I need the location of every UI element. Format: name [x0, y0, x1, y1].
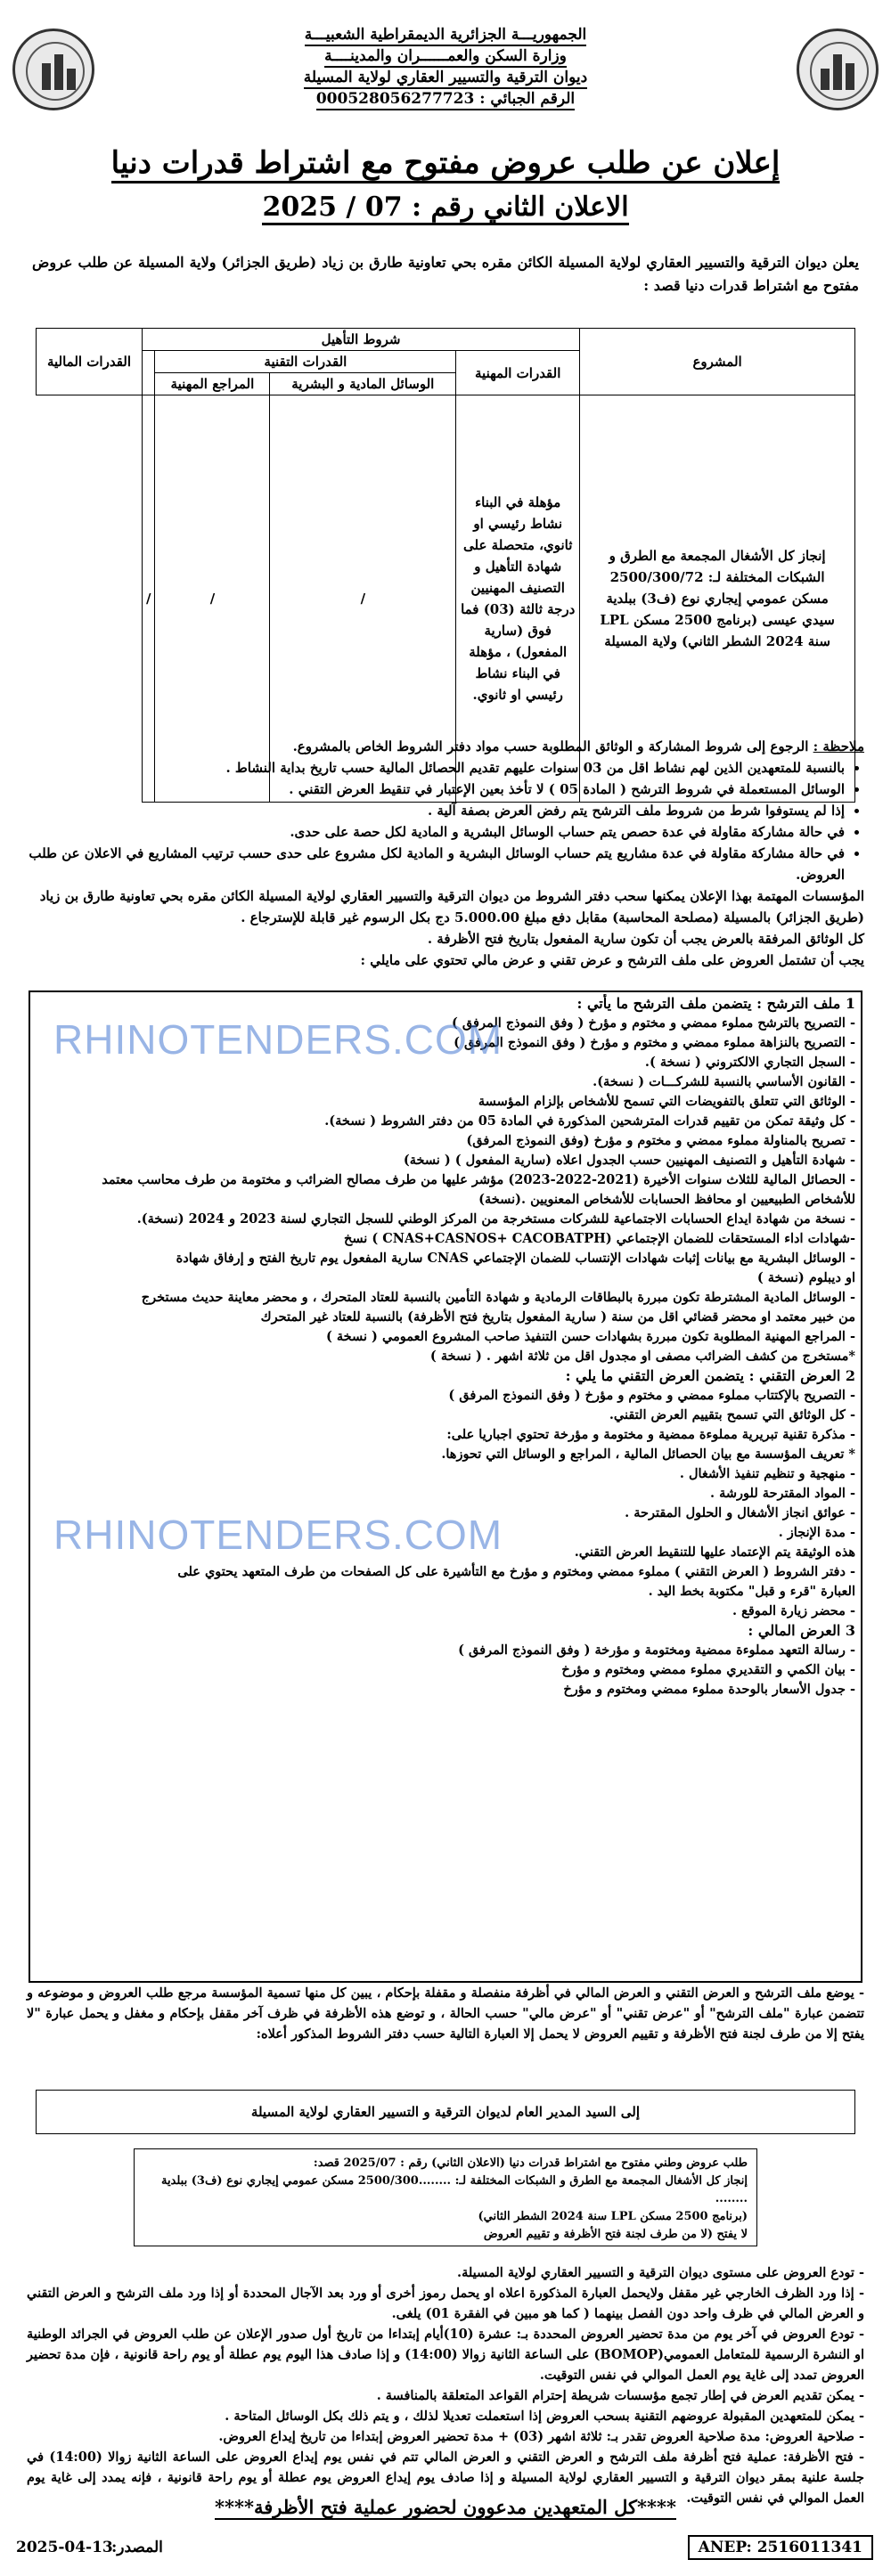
doc-line: - الحصائل المالية للثلاث سنوات الأخيرة (2021-2022-2023) مؤشر عليها من طرف مصالح الضرائب و مختومة من طرف محاسب معتمد: [102, 1172, 855, 1187]
doc-line: - المواد المقترحة للورشة .: [710, 1486, 855, 1501]
fiscal-label: الرقم الجبائي :: [479, 90, 576, 108]
doc-line: - منهجية و تنظيم تنفيذ الأشغال .: [679, 1466, 855, 1481]
doc-line: * تعريف المؤسسة مع بيان الحصائل المالية ، المراجع و الوسائل التي تحوزها.: [441, 1447, 855, 1462]
note-bullet: • في حالة مشاركة مقاولة في عدة حصص يتم حساب الوسائل البشرية و المادية لكل حصة على حدى.: [27, 821, 845, 843]
doc-line: - محضر زيارة الموقع .: [732, 1603, 855, 1618]
term-paragraph: - يمكن تقديم العرض في إطار تجمع مؤسسات شريطة إحترام القواعد المتعلقة بالمنافسة .: [376, 2388, 864, 2403]
cell-means: /: [270, 395, 456, 803]
watermark: RHINOTENDERS.COM: [53, 1512, 503, 1558]
opgi-logo-left: [12, 29, 94, 110]
header-block: [196, 25, 695, 110]
doc-line: او ديبلوم (نسخة ): [756, 1270, 855, 1285]
envelope-instructions: - يوضع ملف الترشح و العرض التقني و العرض المالي في أظرفة منفصلة و مقفلة بإحكام ، يبين كل منها تسمية المؤسسة مرجع طلب العروض و موضوعه و تتضمن عبارة "ملف الترشح" أو "عرض تقني" أو "عرض مالي" حسب الحالة ، و توضع هذه الأظرفة في ظرف آخر مقفل بإحكام و مغفل و يحمل عبارة "لا يفتح إلا من طرف لجنة فتح الأظرفة و تقييم العروض لا يحمل إلا العبارة التالية حسب دفتر الشروط المذكور أعلاه:: [27, 1985, 864, 2042]
doc-line: - بيان الكمي و التقديري مملوء ممضي ومختوم و مؤرخ: [561, 1662, 855, 1677]
notes-block: [27, 736, 864, 971]
qualification-table: [36, 328, 855, 803]
doc-line: - جدول الأسعار بالوحدة مملوء ممضي ومختوم و مؤرخ: [563, 1682, 855, 1697]
note-bullet: • بالنسبة للمتعهدين الذين لهم نشاط اقل من 03 سنوات عليهم تقديم الحصائل المالية حسب تاريخ بداية النشاط .: [27, 757, 845, 779]
note-bullet: • الوسائل المستعملة في شروط الترشح ( المادة 05 ) لا تأخذ بعين الإعتبار في تنقيط العرض التقني .: [27, 779, 845, 800]
header-project: المشروع: [580, 329, 855, 395]
doc-line: - كل وثيقة تمكن من تقييم قدرات المترشحين المذكورة في المادة 05 من دفتر الشروط ( نسخة).: [324, 1113, 855, 1129]
submission-terms: [27, 2262, 864, 2508]
note-lead-text: الرجوع إلى شروط المشاركة و الوثائق المطلوبة حسب مواد دفتر الشروط الخاص بالمشروع.: [292, 738, 809, 754]
doc-line: - التصريح بالترشح مملوء ممضي و مختوم و مؤرخ ( وفق النموذج المرفق ): [452, 1015, 855, 1031]
term-paragraph: - تودع العروض في آخر يوم من مدة تحضير العروض المحددة بـ: عشرة (10)أيام إبتداءا من تاريخ أول صدور الإعلان عن طلب العروض في الجرائد الوطنية او النشرة الرسمية للمتعامل العمومي(BOMOP) على الساعة الثانية زوالا (14:00) و إذا صادف هذا اليوم يوم عطلة أو يوم راحة قانونية ، فإن مدة تحضير العروض تمدد إلى غاية يوم العمل الموالي في نفس التوقيت.: [27, 2327, 865, 2383]
note-lead: ملاحظة :: [813, 738, 864, 754]
doc-line: - تصريح بالمناولة مملوء ممضي و مختوم و مؤرخ (وفق النموذج المرفق): [466, 1133, 855, 1148]
footer-source: المصدر:: [111, 2539, 163, 2556]
republic-name: الجمهوريـــة الجزائرية الديمقراطية الشعبيـــة: [305, 25, 586, 46]
footer-date: 2025-04-13: [16, 2539, 113, 2556]
watermark: RHINOTENDERS.COM: [53, 1016, 503, 1063]
announcement-title: إعلان عن طلب عروض مفتوح مع اشتراط قدرات دنيا: [111, 145, 781, 183]
address-box: إلى السيد المدير العام لديوان الترقية و التسيير العقاري لولاية المسيلة: [36, 2090, 855, 2134]
envelope-line: (برنامج 2500 مسكن LPL سنة 2024 الشطر الثاني): [478, 2210, 748, 2223]
note-paragraph: يجب أن تشتمل العروض على ملف الترشح و عرض تقني و عرض مالي تحتوي على مايلي :: [360, 952, 864, 968]
doc-line: - مذكرة تقنية تبريرية مملوءة ممضية و مختومة و مؤرخة تحتوي اجباريا على:: [446, 1427, 855, 1442]
doc-line: هذه الوثيقة يتم الإعتماد عليها للتنقيط العرض التقني.: [574, 1545, 855, 1560]
doc-line: - الوسائل المادية المشترطة تكون مبررة بالبطاقات الرمادية و شهادة التأمين بالنسبة للعتاد المتحرك ، و محضر معاينة حديث مستخرج: [141, 1290, 855, 1305]
opgi-logo-right: [797, 29, 879, 110]
fiscal-number: 000528056277723: [315, 90, 475, 108]
doc-line: - القانون الأساسي بالنسبة للشركـــات ( نسخة).: [593, 1074, 855, 1089]
ministry-name: وزارة السكن والعمــــــران والمدينــــة: [324, 46, 567, 68]
doc-line: - الوسائل البشرية مع بيانات إثبات شهادات الإنتساب للضمان الإجتماعي CNAS سارية المفعول يوم تاريخ الفتح و إرفاق شهادة: [176, 1251, 855, 1266]
header-references: المراجع المهنية: [155, 373, 270, 395]
doc-line: من خبير معتمد او محضر قضائي اقل من سنة ( سارية المفعول بتاريخ فتح الأظرفة) بالنسبة للعتاد غير المتحرك: [260, 1309, 855, 1325]
doc-line: - رسالة التعهد مملوءة ممضية ومختومة و مؤرخة ( وفق النموذج المرفق ): [458, 1643, 855, 1658]
footer-anep: ANEP: 2516011341: [688, 2535, 873, 2560]
section-heading: 2 العرض التقني : يتضمن العرض التقني ما يلي :: [565, 1367, 855, 1384]
header-means: الوسائل المادية و البشرية: [270, 373, 456, 395]
term-paragraph: - يمكن للمتعهدين المقبولة عروضهم التقنية بسحب العروض إذا استعملت تعديلا لذلك ، و يتم ذلك بكل الوسائل المتاحة .: [225, 2409, 864, 2424]
doc-line: - كل الوثائق التي تسمح بتقييم العرض التقني.: [609, 1407, 855, 1423]
doc-line: - عوائق انجاز الأشغال و الحلول المقترحة .: [625, 1505, 855, 1520]
note-paragraph: المؤسسات المهتمة بهذا الإعلان يمكنها سحب دفتر الشروط من ديوان الترقية والتسيير العقاري لولاية المسيلة الكائن مقره بحي تعاونية طارق بن زياد (طريق الجزائر) بالمسيلة (مصلحة المحاسبة) مقابل دفع مبلغ 5.000.00 دج بكل الرسوم غير قابلة للإسترجاع .: [39, 888, 864, 925]
cell-project: إنجاز كل الأشغال المجمعة مع الطرق و الشبكات المختلفة لـ: 2500/300/72 مسكن عمومي إيجاري نوع (ف3) ببلدية سيدي عيسى (برنامج 2500 مسكن LPL سنة 2024 الشطر الثاني) ولاية المسيلة: [580, 395, 855, 803]
doc-line: - التصريح بالنزاهة مملوء ممضي و مختوم و مؤرخ ( وفق النموذج المرفق ): [454, 1035, 855, 1050]
term-paragraph: - تودع العروض على مستوى ديوان الترقية و التسيير العقاري لولاية المسيلة.: [457, 2265, 864, 2280]
doc-line: - شهادة التأهيل و التصنيف المهنيين حسب الجدول اعلاه (سارية المفعول ) ( نسخة): [403, 1153, 855, 1168]
header-financial: القدرات المالية: [37, 329, 143, 395]
doc-line: - نسخة من شهادة ايداع الحسابات الاجتماعية للشركات مستخرجة من المركز الوطني للسجل التجاري لسنة 2023 و 2024 (نسخة).: [136, 1211, 855, 1227]
office-name: ديوان الترقية والتسيير العقاري لولاية المسيلة: [304, 68, 587, 89]
doc-line: -شهادات اداء المستحقات للضمان الإجتماعي (CNAS+CASNOS+ CACOBATPH ) نسخ: [343, 1231, 855, 1246]
note-paragraph: كل الوثائق المرفقة بالعرض يجب أن تكون سارية المفعول بتاريخ فتح الأظرفة .: [427, 931, 864, 947]
doc-line: - دفتر الشروط ( العرض التقني ) مملوء ممضي ومختوم و مؤرخ مع التأشيرة على كل الصفحات من طرف المتعهد يحتوي على: [177, 1564, 855, 1579]
cell-references: /: [155, 395, 270, 803]
header-professional: القدرات المهنية: [456, 351, 580, 395]
doc-line: - الوثائق التي تتعلق بالتفويضات التي تسمح للأشخاص بإلزام المؤسسة: [478, 1094, 855, 1109]
term-paragraph: - فتح الأظرفة: عملية فتح أظرفة ملف الترشح و العرض التقني و العرض المالي تتم في نفس يوم إيداع العروض على الساعة الثانية زوالا (14:00) في جلسة علنية بمقر ديوان الترقية و التسيير العقاري لولاية المسيلة و إذا صادف يوم إيداع العروض يوم عطلة أو يوم راحة قانونية ، فإنه يمدد إلى غاية يوم العمل الموالي في نفس التوقيت.: [27, 2450, 864, 2506]
section-heading: 3 العرض المالي :: [748, 1622, 855, 1639]
doc-line: - مدة الإنجاز .: [778, 1525, 855, 1540]
envelope-line: إنجاز كل الأشغال المجمعة مع الطرق و الشبكات المختلفة لـ: ........2500/300 مسكن عمومي إيجاري نوع (ف3) ببلدية ........: [160, 2174, 748, 2205]
doc-line: - التصريح بالإكتتاب مملوء ممضي و مختوم و مؤرخ ( وفق النموذج المرفق ): [448, 1388, 855, 1403]
envelope-label: [134, 2148, 757, 2246]
doc-line: - السجل التجاري الالكتروني ( نسخة ).: [644, 1055, 855, 1070]
doc-line: العبارة "قرء و قبل" مكتوبة بخط اليد .: [648, 1584, 855, 1599]
envelope-line: طلب عروض وطني مفتوح مع اشتراط قدرات دنيا (الاعلان الثاني) رقم : 2025/07 قصد:: [313, 2156, 748, 2170]
header-conditions: شروط التأهيل: [142, 329, 579, 351]
intro-paragraph: يعلن ديوان الترقية والتسيير العقاري لولاية المسيلة الكائن مقره بحي تعاونية طارق بن زياد (طريق الجزائر) ولاية المسيلة عن طلب عروض مفتوح مع اشتراط قدرات دنيا قصد :: [32, 254, 859, 294]
note-bullet: • إذا لم يستوفوا شرط من شروط ملف الترشح يتم رفض العرض بصفة آلية .: [27, 800, 845, 821]
closing-invitation: ****كل المتعهدين مدعوون لحضور عملية فتح الأظرفة****: [215, 2496, 676, 2518]
note-bullet: • في حالة مشاركة مقاولة في عدة مشاريع يتم حساب الوسائل البشرية و المادية لكل مشروع على حدى حسب ترتيب المشاريع في الاعلان عن طلب العروض.: [27, 843, 845, 885]
doc-line: - المراجع المهنية المطلوبة تكون مبررة بشهادات حسن التنفيذ صاحب المشروع العمومي ( نسخة ): [325, 1329, 855, 1344]
section-heading: 1 ملف الترشح : يتضمن ملف الترشح ما يأتي :: [576, 995, 855, 1012]
doc-line: للأشخاص الطبيعيين او محافظ الحسابات للأشخاص المعنويين .(نسخة): [478, 1192, 855, 1207]
term-paragraph: - إذا ورد الظرف الخارجي غير مقفل ولايحمل العبارة المذكورة اعلاه او يحمل رموز أخرى أو ورد بعد الآجال المحددة أو إذا ورد ملف الترشح و العرض التقني و العرض المالي في ظرف واحد دون الفصل بينهما ( كما هو مبين في الفقرة 01) يلغى.: [27, 2286, 864, 2321]
announcement-subtitle: الاعلان الثاني رقم : 07 / 2025: [262, 192, 628, 225]
cell-financial: /: [142, 395, 154, 803]
cell-professional: مؤهلة في البناء نشاط رئيسي او ثانوي، متحصلة على شهادة التأهيل و التصنيف المهنيين درجة ثالثة (03) فما فوق (سارية المفعول) ، مؤهلة في البناء نشاط رئيسي او ثانوي.: [456, 395, 580, 803]
term-paragraph: - صلاحية العروض: مدة صلاحية العروض تقدر بـ: ثلاثة اشهر (03) + مدة تحضير العروض إبتداءا من تاريخ إيداع العروض.: [218, 2429, 864, 2444]
header-technical: القدرات التقنية: [155, 351, 456, 373]
doc-line: *مستخرج من كشف الضرائب مصفى او مجدول اقل من ثلاثة اشهر . ( نسخة ): [429, 1349, 855, 1364]
envelope-line: لا يفتح (لا من طرف لجنة فتح الأظرفة و تقييم العروض: [483, 2228, 748, 2241]
documents-list: [36, 994, 855, 1700]
